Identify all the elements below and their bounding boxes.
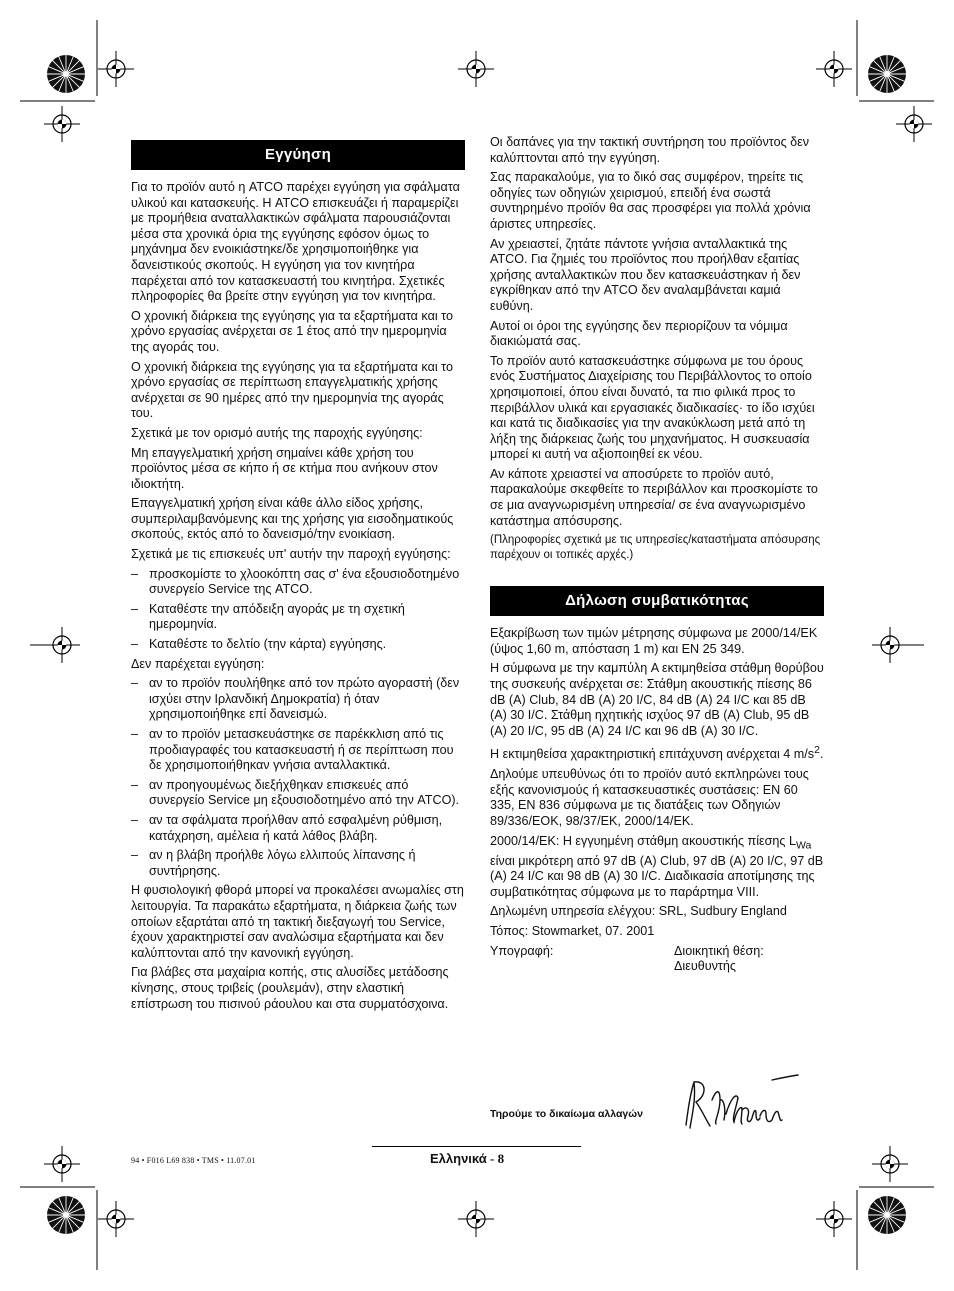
paragraph: Δηλούμε υπευθύνως ότι το προϊόν αυτό εκπληρώνει τους εξής κανονισμούς ή κατασκευαστικές συστάσεις: EN 60 335, EN 836 σύμφωνα με τις διατάξεις των Οδηγιών 89/336/EOK, 98/37/EK, 2000/14/EK. xyxy=(490,767,809,828)
paragraph: Δεν παρέχεται εγγύηση: xyxy=(131,656,265,671)
list-item: – προσκομίστε το χλοοκόπτη σας σ' ένα εξουσιοδοτημένο συνεργείο Service της ATCO. xyxy=(131,567,465,598)
list-item: – αν η βλάβη προήλθε λόγω ελλιπούς λίπανσης ή συντήρησης. xyxy=(131,848,465,879)
paragraph-note: (Πληροφορίες σχετικά με τις υπηρεσίες/καταστήματα απόσυρσης παρέχουν οι τοπικές αρχές.) xyxy=(490,534,821,561)
language-label: Ελληνικά xyxy=(430,1151,487,1166)
list-item: – Καταθέστε την απόδειξη αγοράς με τη σχετική ημερομηνία. xyxy=(131,602,465,633)
paragraph: Εξακρίβωση των τιμών μέτρησης σύμφωνα με 2000/14/ΕΚ (ύψος 1,60 m, απόσταση 1 m) και EN 25 349. xyxy=(490,626,818,656)
left-column xyxy=(131,140,465,1016)
paragraph: Σας παρακαλούμε, για το δικό σας συμφέρον, τηρείτε τις οδηγίες των οδηγιών χειρισμού, επειδή ένα σωστά συντηρημένο προϊόν θα σας προσφέρει για πολλά χρόνια άριστες υπηρεσίες. xyxy=(490,170,811,231)
paragraph: Οι δαπάνες για την τακτική συντήρηση του προϊόντος δεν καλύπτονται από την εγγύηση. xyxy=(490,135,810,165)
list-item: – αν το προϊόν μετασκευάστηκε σε παρέκκλιση από τις προδιαγραφές του κατασκευαστή ή σε περίπτωση που δε χρησιμοποιήθηκαν γνήσια ανταλλακτικά. xyxy=(131,727,465,774)
conformity-heading: Δήλωση συμβατικότητας xyxy=(490,586,824,616)
paragraph: Ο χρονική διάρκεια της εγγύησης για τα εξαρτήματα και το χρόνο εργασίας σε περίπτωση επαγγελματικής χρήσης ανέρχεται σε 90 ημέρες από την ημερομηνία της αγοράς του. xyxy=(131,359,453,421)
paragraph: Για το προϊόν αυτό η ATCO παρέχει εγγύηση για σφάλματα υλικού και κατασκευής. Η ATCO επισκευάζει ή παραμερίζει με προμήθεια αναταλλακτικών σφάλματα παρουσιάζονται μέσα στα χρονικά όρια της εγγύησης εφόσον όμως το μηχάνημα δεν ενοικιάστηκε/δε χρησιμοποιήθηκε για δανειστικούς σκοπούς. Η εγγύηση για τον κινητήρα παρέχεται από τον κατασκευαστή του κινητήρα. Σχετικές πληροφορίες θα βρείτε στην εγγύηση για τον κινητήρα. xyxy=(131,180,460,304)
list-item: – Καταθέστε το δελτίο (την κάρτα) εγγύησης. xyxy=(131,637,465,653)
page-num: 8 xyxy=(497,1151,505,1166)
page-number xyxy=(430,1151,530,1167)
paragraph xyxy=(490,743,824,763)
position-value: Διευθυντής xyxy=(674,959,736,974)
paragraph: Σχετικά με τον ορισμό αυτής της παροχής εγγύησης: xyxy=(131,425,423,440)
right-column xyxy=(490,135,824,975)
paragraph: Για βλάβες στα μαχαίρια κοπής, στις αλυσίδες μετάδοσης κίνησης, στους τριβείς (ρουλεμάν), στην ελαστική επίστρωση του πισινού ράουλου και στα συρματόσχοινα. xyxy=(131,965,449,1011)
paragraph: Αυτοί οι όροι της εγγύησης δεν περιορίζουν τα νόμιμα διακιώματά σας. xyxy=(490,318,788,349)
paragraph: Τόπος: Stowmarket, 07. 2001 xyxy=(490,924,655,939)
position-label: Διοικητική θέση: xyxy=(674,943,764,958)
list-item: – αν το προϊόν πουλήθηκε από τον πρώτο αγοραστή (δεν ισχύει στην Ιρλανδική Δημοκρατία) ή όταν χρησιμοποιήθηκε επί δανεισμώ. xyxy=(131,676,465,723)
text-run: είναι μικρότερη από 97 dB (A) Club, 97 dB (A) 20 I/C, 97 dB (A) 24 I/C και 98 dB (A) 30 I/C. Διαδικασία αποτίμησης της συμβατικότητας σύμφωνα με το παράρτημα VIII. xyxy=(490,853,824,899)
superscript: 2 xyxy=(814,744,820,757)
paragraph: Η σύμφωνα με την καμπύλη A εκτιμηθείσα στάθμη θορύβου της συσκευής ανέρχεται σε: Στάθμη ακουστικής πίεσης 86 dB (A) Club, 84 dB (A) 20 I/C, 84 dB (A) 24 I/C και 85 dB (A) 30 I/C. Στάθμη ηχητικής ισχύος 97 dB (A) Club, 95 dB (A) 20 I/C, 95 dB (A) 24 I/C και 96 dB (A) 30 I/C. xyxy=(490,661,824,738)
rights-reserved-note: Τηρούμε το δικαίωμα αλλαγών xyxy=(490,1108,643,1120)
paragraph: Αν χρειαστεί, ζητάτε πάντοτε γνήσια ανταλλακτικά της ATCO. Για ζημιές του προϊόντος που προήλθαν εξαιτίας χρήσης ανταλλακτικών που δεν κατασκευάστηκαν ή δεν εγκρίθηκαν από την ATCO δεν αναλαμβάνεται καμιά ευθύνη. xyxy=(490,236,801,313)
paragraph: Επαγγελματική χρήση είναι κάθε άλλο είδος χρήσης, συμπεριλαμβανόμενης και της χρήσης για εισοδηματικούς σκοπούς, εκτός από το δανεισμό/την ενοικίαση. xyxy=(131,496,454,542)
paragraph: Σχετικά με τις επισκευές υπ' αυτήν την παροχή εγγύησης: xyxy=(131,547,451,562)
list-item: – αν προηγουμένως διεξήχθηκαν επισκευές από συνεργείο Service μη εξουσιοδοτημένο από την ATCO). xyxy=(131,778,465,809)
paragraph xyxy=(490,834,824,901)
signature-label: Υπογραφή: xyxy=(490,943,554,958)
text-run: . xyxy=(819,747,824,762)
paragraph: Το προϊόν αυτό κατασκευάστηκε σύμφωνα με του όρους ενός Συστήματος Διαχείρισης του Περιβάλλοντος το οποίο χρησιμοποιεί, όπου είναι δυνατό, τα πιο φιλικά προς το περιβάλλον υλικά και εργασιακές διαδικασίες· το ίδο ισχύει και κατά τις διαδικασίες για την ανακύκλωση μετά από τη λήξη της διάρκειας ζωής του μηχανήματος. Η συσκευασία μπορεί κι αυτή να αξιοποιηθεί εκ νέου. xyxy=(490,353,815,462)
list-item: – αν τα σφάλματα προήλθαν από εσφαλμένη ρύθμιση, κατάχρηση, αμέλεια ή κατά λάθος βλάβη. xyxy=(131,813,465,844)
separator: - xyxy=(486,1151,498,1166)
paragraph: Μη επαγγελματική χρήση σημαίνει κάθε χρήση του προϊόντος μέσα σε κήπο ή σε κτήμα που ανήκουν στον ιδιοκτήτη. xyxy=(131,445,438,491)
paragraph: Αν κάποτε χρειαστεί να αποσύρετε το προϊόν αυτό, παρακαλούμε σκεφθείτε το περιβάλλον και προσκομίστε το σε μια αναγνωρισμένη υπηρεσία/ σε ένα αναγνωρισμένο κατάστημα απόσυρσης. xyxy=(490,466,818,528)
print-code: 94 • F016 L69 838 • TMS • 11.07.01 xyxy=(131,1156,256,1165)
subscript: Wa xyxy=(795,839,812,852)
paragraph: Η φυσιολογική φθορά μπορεί να προκαλέσει ανωμαλίες στη λειτουργία. Τα παρακάτω εξαρτήματα, η διάρκεια ζωής των οποίων εξαρτάται από τη τακτική διεξαγωγή του Service, έχουν χαρακτηριστεί σαν αναλώσιμα εξαρτήματα και δεν καλύπτονται από την κανονική εγγύηση. xyxy=(131,883,464,960)
paragraph: Ο χρονική διάρκεια της εγγύησης για τα εξαρτήματα και το χρόνο εργασίας ανέρχεται σε 1 έτος από την ημερομηνία της αγοράς του. xyxy=(131,308,453,354)
conformity-section xyxy=(490,586,824,975)
paragraph: Δηλωμένη υπηρεσία ελέγχου: SRL, Sudbury England xyxy=(490,904,787,919)
text-run: 2000/14/ΕΚ: Η εγγυημένη στάθμη ακουστικής πίεσης L xyxy=(490,833,796,848)
warranty-heading: Εγγύηση xyxy=(131,140,465,170)
signature-image xyxy=(676,1070,801,1140)
footer-rule xyxy=(372,1146,581,1147)
position-block xyxy=(674,944,824,975)
text-run: Η εκτιμηθείσα χαρακτηριστική επιτάχυνση ανέρχεται 4 m/s xyxy=(490,747,815,762)
signature-row xyxy=(490,944,824,975)
